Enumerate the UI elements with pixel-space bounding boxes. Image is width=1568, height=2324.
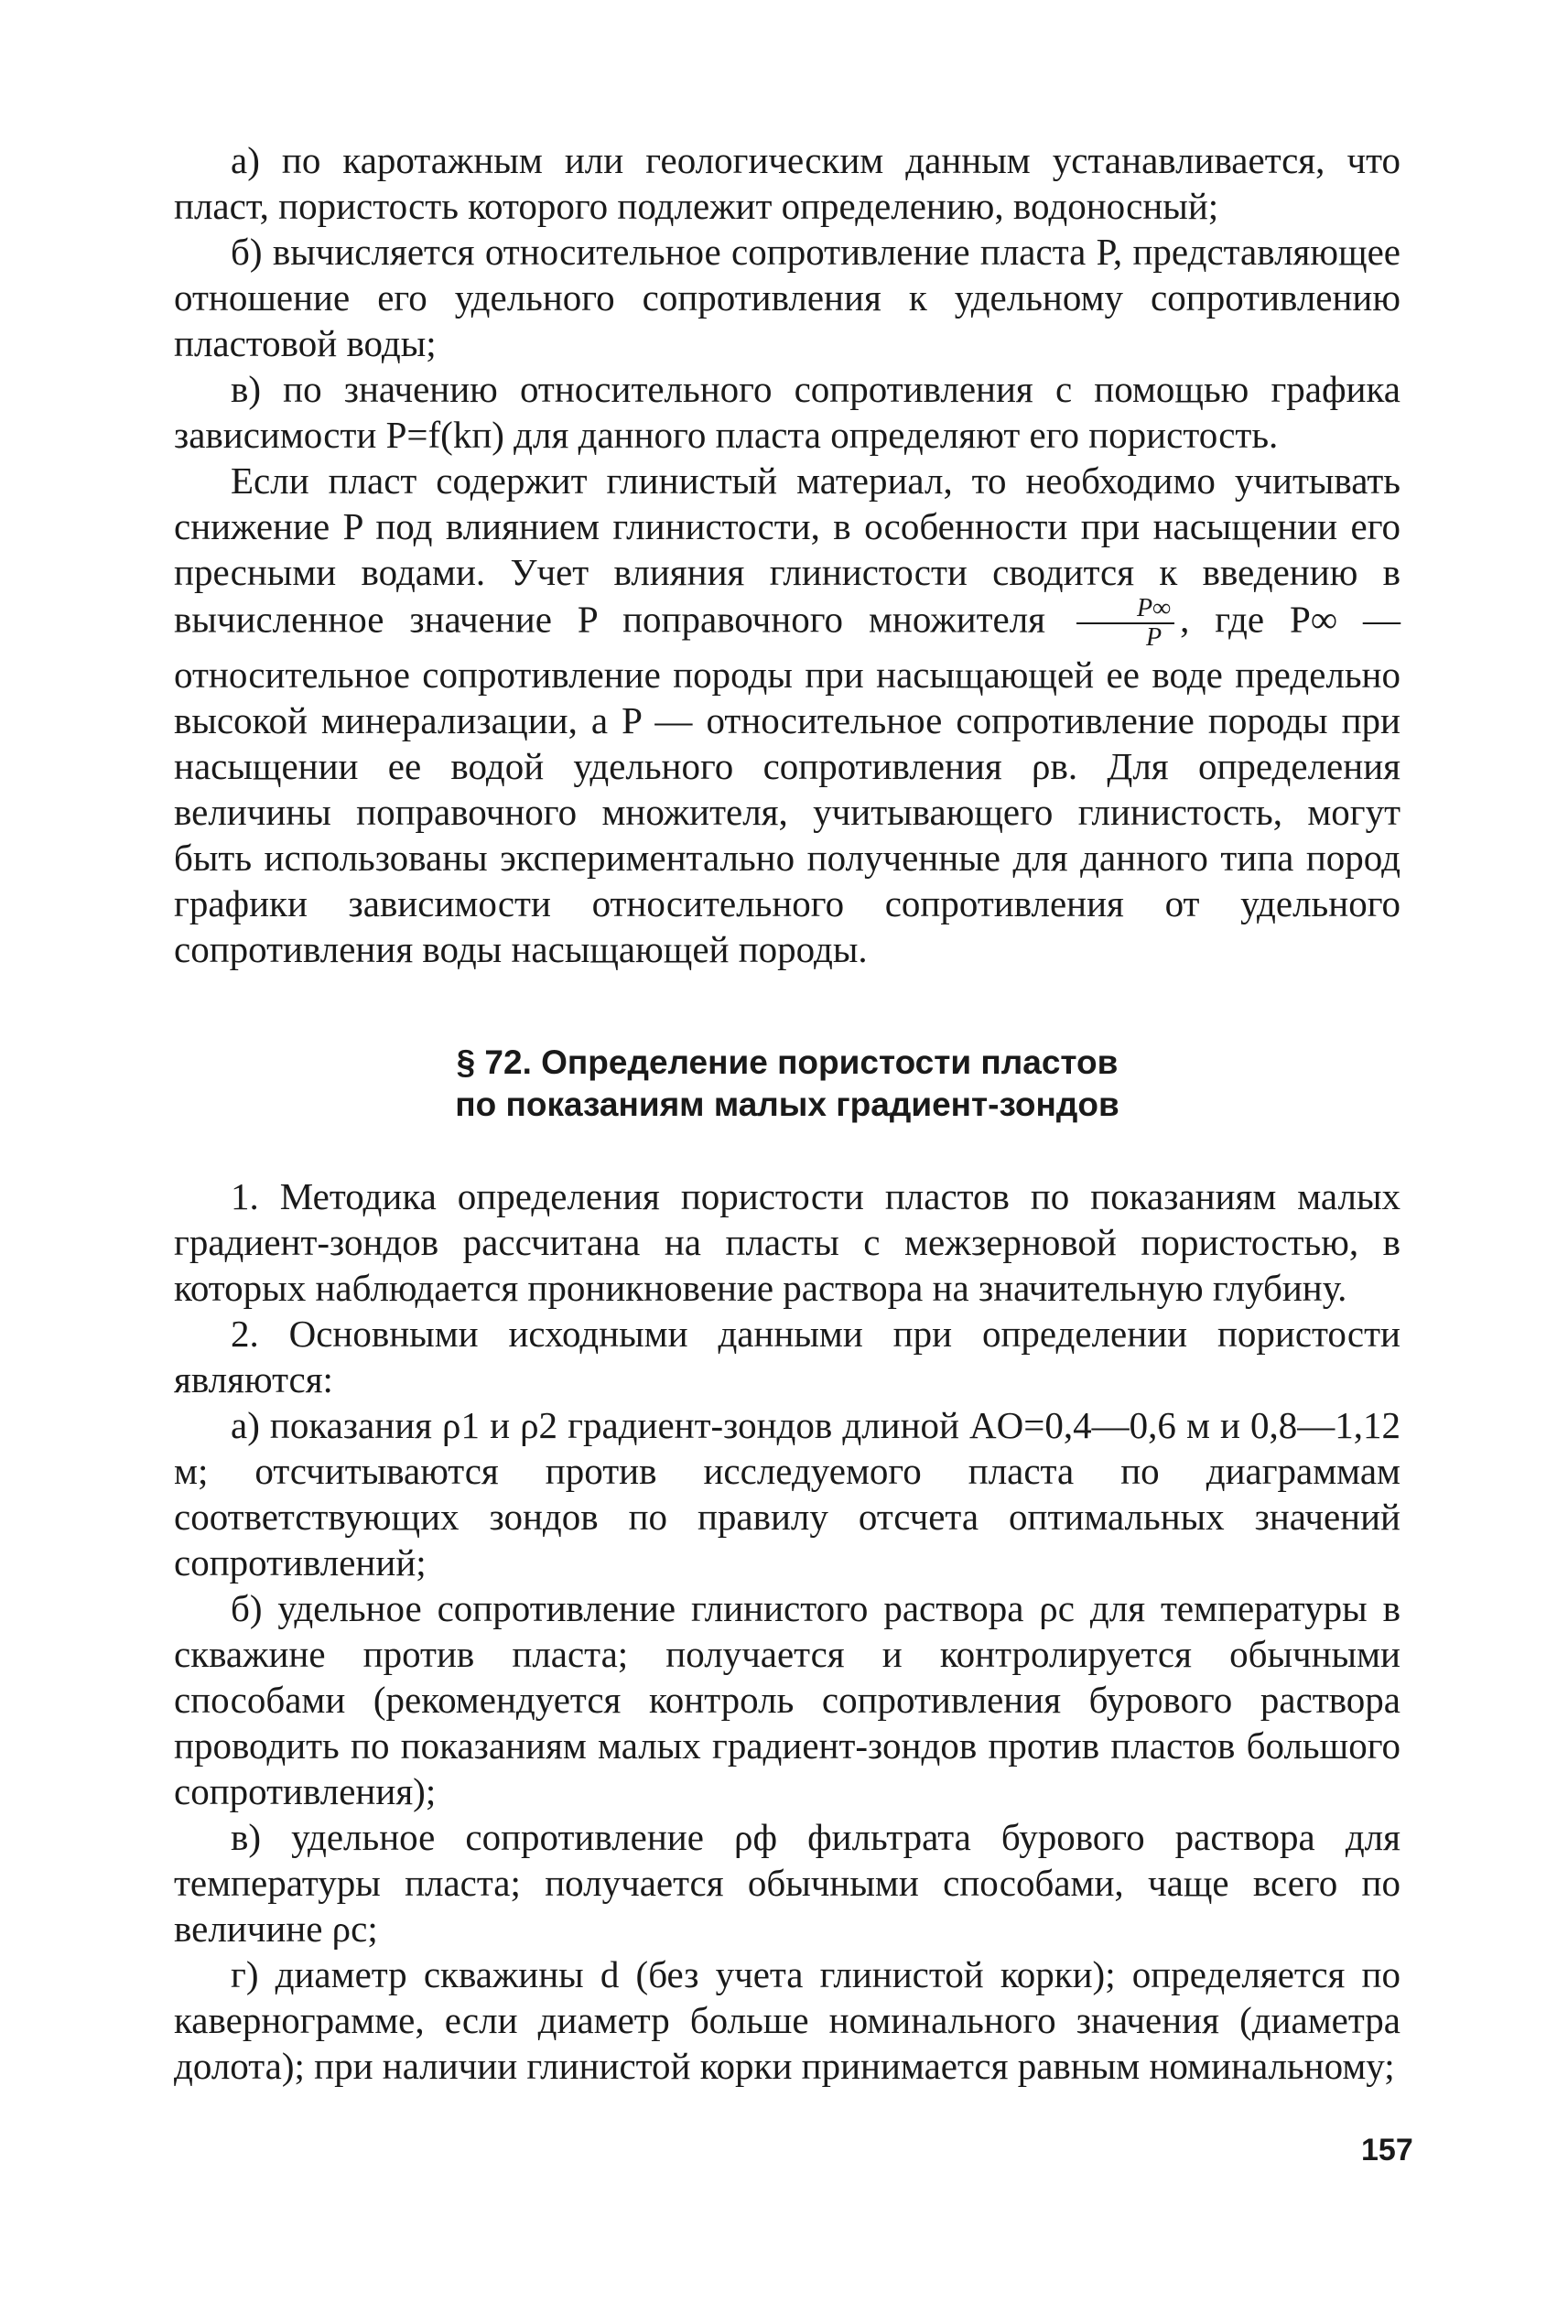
correction-fraction bbox=[1076, 595, 1174, 652]
paragraph-clay-correction bbox=[174, 458, 1400, 972]
section-heading bbox=[174, 1042, 1400, 1126]
paragraph-v-porosity-graph: в) по значению относительного сопротивления с помощью графика зависимости P=f(kп) для данного пласта определяют его пористость. bbox=[174, 368, 1400, 456]
fraction-numerator: P∞ bbox=[1076, 595, 1174, 624]
paragraph-b-mud-resistance: б) удельное сопротивление глинистого раствора ρс для температуры в скважине против пласта; получается и контролируется обычными способами (рекомендуется контроль сопротивления бурового раствора проводить по показаниям малых градиент-зондов против пластов большого сопротивления); bbox=[174, 1587, 1400, 1812]
fraction-denominator: P bbox=[1145, 623, 1162, 652]
paragraph-g-well-diameter: г) диаметр скважины d (без учета глинистой корки); определяется по кавернограмме, если диаметр больше номинального значения (диаметра долота); при наличии глинистой корки принимается равным номинальному; bbox=[174, 1953, 1400, 2087]
section-heading-line1: § 72. Определение пористости пластов bbox=[456, 1043, 1119, 1081]
paragraph-b-relative-resistance: б) вычисляется относительное сопротивление пласта P, представляющее отношение его удельного сопротивления к удельному сопротивлению пластовой воды; bbox=[174, 231, 1400, 364]
page-number: 157 bbox=[1361, 2133, 1413, 2167]
paragraph-2-input-data: 2. Основными исходными данными при определении пористости являются: bbox=[174, 1313, 1400, 1400]
clay-text-after: , где P∞ — относительное сопротивление породы при насыщающей ее воде предельно высокой минерализации, a P — относительное сопротивление породы при насыщении ее водой удельного сопротивления ρв. Для определения величины поправочного множителя, учитывающего глинистость, могут быть использованы экспериментально полученные для данного типа пород графики зависимости относительного сопротивления от удельного сопротивления воды насыщающей породы. bbox=[174, 598, 1400, 970]
paragraph-a-readings: а) показания ρ1 и ρ2 градиент-зондов длиной AO=0,4—0,6 м и 0,8—1,12 м; отсчитываются против исследуемого пласта по диаграммам соответствующих зондов по правилу отсчета оптимальных значений сопротивлений; bbox=[174, 1404, 1400, 1584]
page-body bbox=[174, 137, 1400, 2089]
clay-text-before: Если пласт содержит глинистый материал, то необходимо учитывать снижение P под влиянием глинистости, в особенности при насыщении его пресными водами. Учет влияния глинистости сводится к введению в вычисленное значение P поправочного множителя bbox=[174, 459, 1400, 641]
paragraph-a-aquifer: а) по каротажным или геологическим данным устанавливается, что пласт, пористость которого подлежит определению, водоносный; bbox=[174, 139, 1400, 227]
paragraph-v-filtrate-resistance: в) удельное сопротивление ρф фильтрата бурового раствора для температуры пласта; получается обычными способами, чаще всего по величине ρс; bbox=[174, 1816, 1400, 1950]
section-heading-line2: по показаниям малых градиент-зондов bbox=[455, 1086, 1119, 1123]
paragraph-1-methodology: 1. Методика определения пористости пластов по показаниям малых градиент-зондов рассчитана на пласты с межзерновой пористостью, в которых наблюдается проникновение раствора на значительную глубину. bbox=[174, 1175, 1400, 1309]
